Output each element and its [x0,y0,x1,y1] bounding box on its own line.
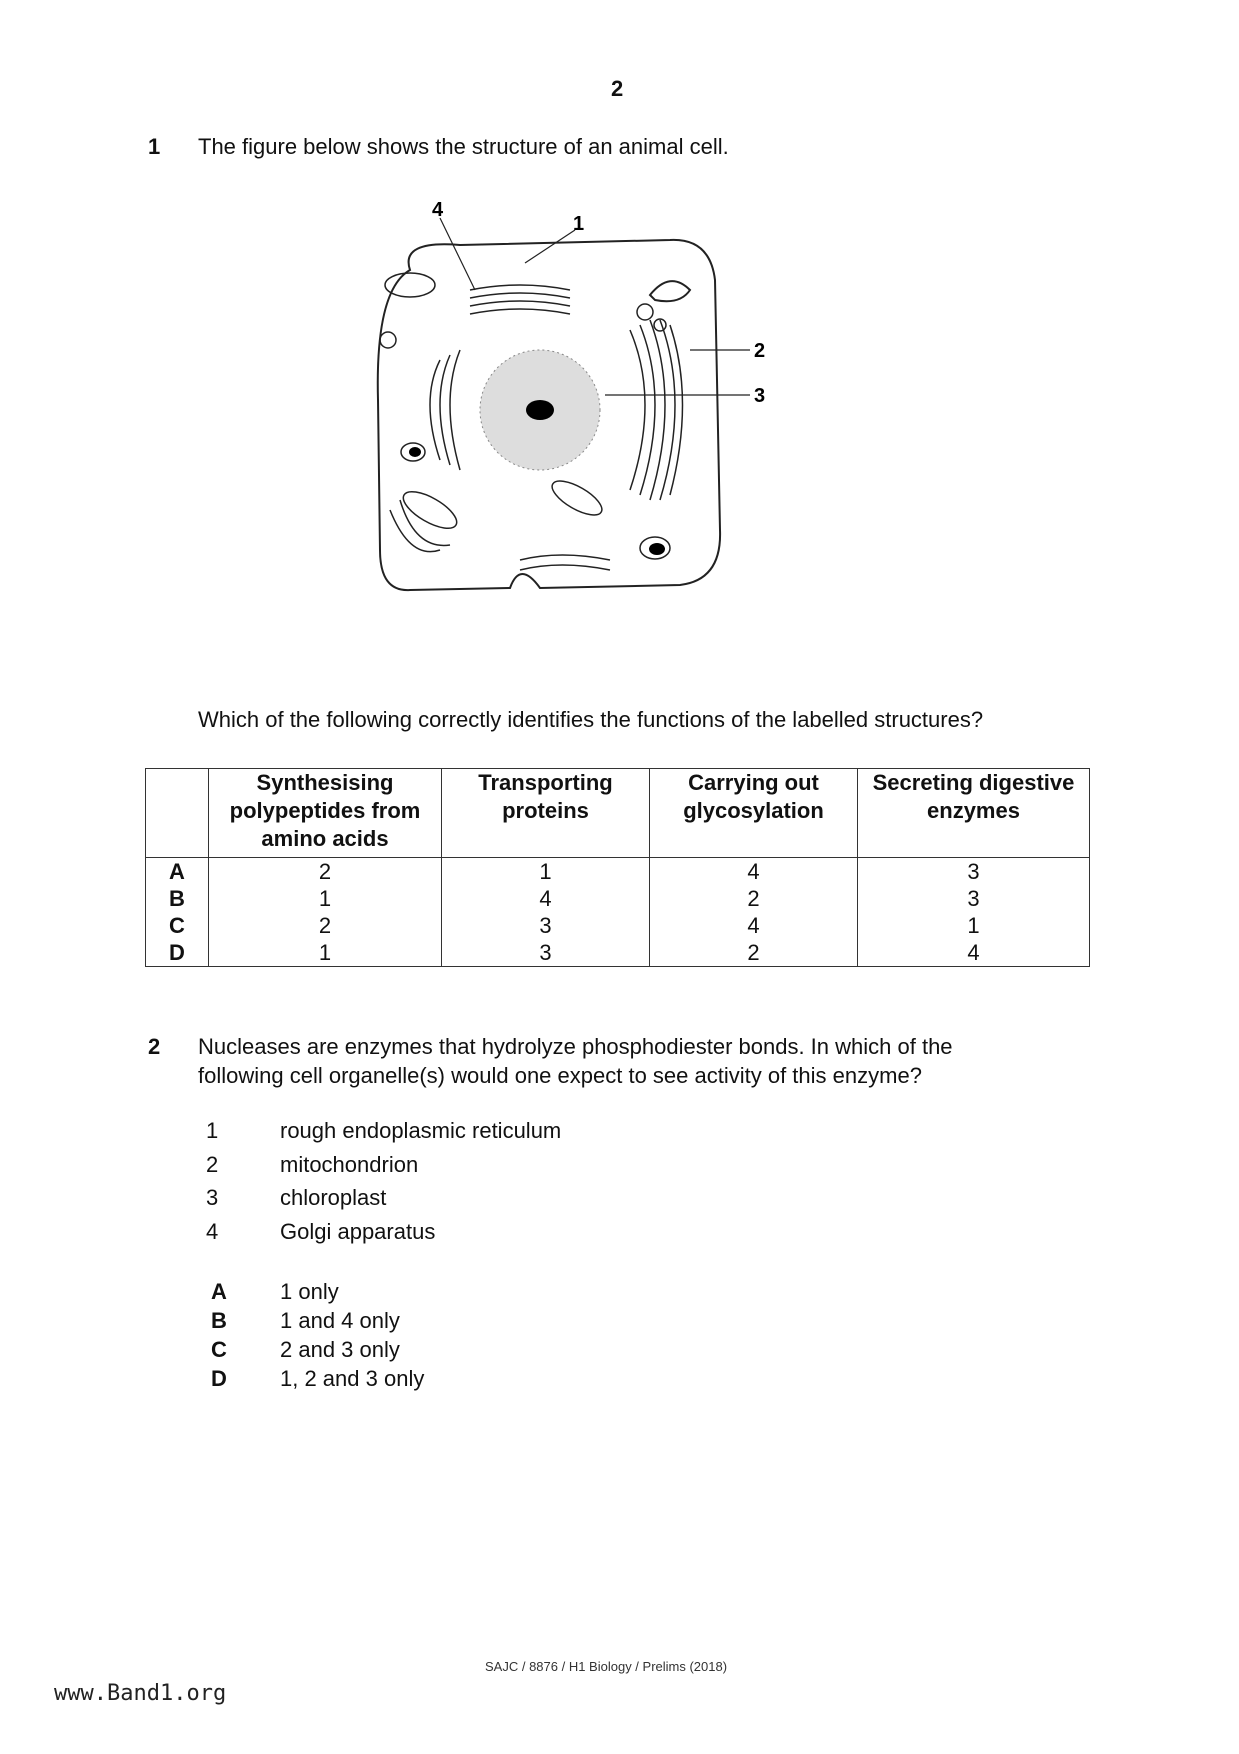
label-2: 2 [754,340,766,362]
question-1-text: The figure below shows the structure of an animal cell. [198,134,729,159]
question-1-number: 1 [148,134,161,159]
table-cell: 1 [209,885,442,912]
question-2-text-line2: following cell organelle(s) would one expect to see activity of this enzyme? [198,1063,922,1088]
question-2-number: 2 [148,1034,161,1059]
option-letter: A [211,1279,227,1304]
table-cell: 1 [858,912,1090,939]
option-text: 2 and 3 only [280,1337,400,1362]
row-label: B [146,885,209,912]
row-label: A [146,858,209,886]
table-cell: 3 [442,939,650,967]
label-3: 3 [754,385,766,407]
option-letter: B [211,1308,227,1333]
table-cell: 2 [650,939,858,967]
page-number: 2 [611,76,624,101]
item-text: Golgi apparatus [280,1219,436,1244]
option-letter: D [211,1366,227,1391]
animal-cell-diagram [370,200,870,680]
table-cell: 2 [650,885,858,912]
table-cell: 3 [858,858,1090,886]
item-number: 2 [206,1152,219,1177]
table-header: Secreting digestive enzymes [858,769,1090,858]
item-number: 4 [206,1219,219,1244]
label-1: 1 [573,213,585,235]
table-header: Carrying out glycosylation [650,769,858,858]
table-cell: 4 [442,885,650,912]
table-row [146,858,1090,886]
option-text: 1 only [280,1279,339,1304]
item-text: rough endoplasmic reticulum [280,1118,562,1143]
answer-table [145,768,1090,967]
row-label: C [146,912,209,939]
question-1-prompt: Which of the following correctly identifies the functions of the labelled structures? [198,707,984,732]
item-text: mitochondrion [280,1152,419,1177]
option-text: 1, 2 and 3 only [280,1366,425,1391]
table-header: Synthesising polypeptides from amino acids [209,769,442,858]
table-cell: 3 [442,912,650,939]
item-text: chloroplast [280,1185,387,1210]
option-text: 1 and 4 only [280,1308,400,1333]
label-4: 4 [432,200,444,221]
item-number: 3 [206,1185,219,1210]
table-cell: 2 [209,912,442,939]
table-header: Transporting proteins [442,769,650,858]
table-cell: 4 [858,939,1090,967]
footer: SAJC / 8876 / H1 Biology / Prelims (2018) [485,1659,728,1674]
table-cell: 3 [858,885,1090,912]
table-row [146,939,1090,967]
table-row [146,885,1090,912]
item-number: 1 [206,1118,219,1143]
watermark: www.Band1.org [54,1681,227,1706]
table-header-blank [146,769,209,858]
table-cell: 2 [209,858,442,886]
table-cell: 1 [442,858,650,886]
row-label: D [146,939,209,967]
table-cell: 4 [650,858,858,886]
table-cell: 1 [209,939,442,967]
question-2-text-line1: Nucleases are enzymes that hydrolyze phosphodiester bonds. In which of the [198,1034,953,1059]
table-row [146,912,1090,939]
option-letter: C [211,1337,227,1362]
table-cell: 4 [650,912,858,939]
